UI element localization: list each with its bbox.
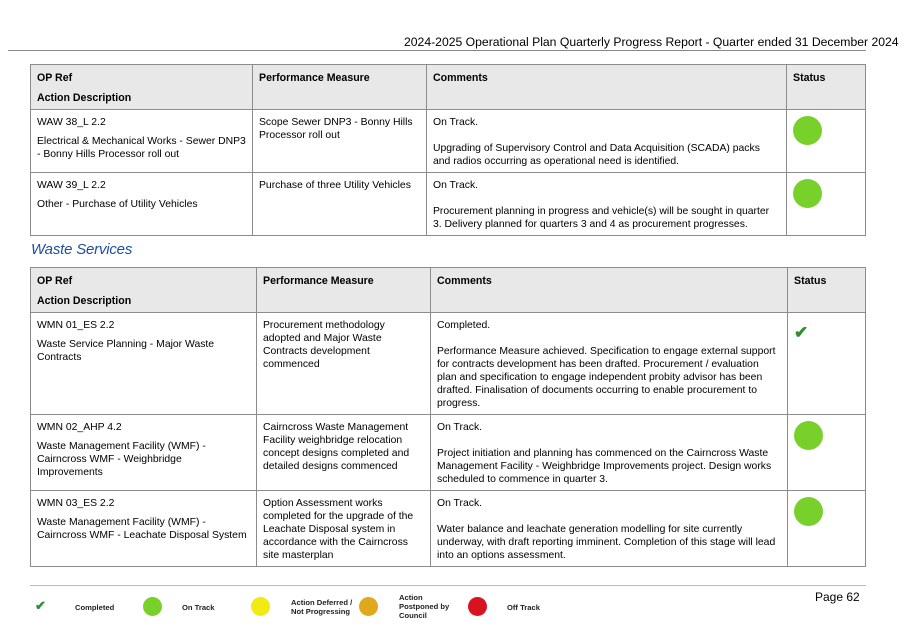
section-title-waste-services: Waste Services: [31, 241, 133, 258]
col-op-ref-label: OP Ref: [37, 275, 73, 287]
comments-cell: [427, 110, 787, 173]
performance-measure: Scope Sewer DNP3 - Bonny Hills Processor roll out: [253, 110, 427, 173]
op-ref-cell: [31, 110, 253, 173]
status-cell: [787, 110, 866, 173]
comment-body: Performance Measure achieved. Specification to engage external support for contracts development has been drafted. Procurement / evaluation plan and specification to engage independent probity advisor has been drafted. Finalisation of documents occurring to enable procurement to progress.: [437, 346, 776, 409]
completed-tick-icon: ✔: [794, 323, 809, 342]
legend-deferred-label: Action Deferred / Not Progressing: [291, 598, 353, 616]
header-divider: [8, 50, 866, 51]
op-ref: WMN 01_ES 2.2: [37, 320, 115, 331]
table-header-row: [31, 65, 866, 110]
comment-status: On Track.: [437, 498, 483, 509]
table-row: [31, 173, 866, 236]
legend-postponed-icon: [359, 597, 378, 616]
col-header-comments: Comments: [431, 268, 788, 313]
action-description: Waste Management Facility (WMF) - Cairncross WMF - Weighbridge Improvements: [37, 441, 206, 478]
status-cell: [788, 491, 866, 567]
table-row: [31, 415, 866, 491]
performance-measure: Purchase of three Utility Vehicles: [253, 173, 427, 236]
col-op-ref-label: OP Ref: [37, 72, 73, 84]
page-number: Page 62: [815, 590, 860, 604]
col-action-description-label: Action Description: [37, 295, 132, 307]
comment-body: Procurement planning in progress and vehicle(s) will be sought in quarter 3. Delivery planned for quarters 3 and 4 as procurement progresses.: [433, 206, 770, 230]
legend-postponed-label: Action Postponed by Council: [399, 593, 450, 620]
legend-deferred-icon: [251, 597, 270, 616]
status-cell: [788, 313, 866, 415]
col-header-status: Status: [787, 65, 866, 110]
action-description: Other - Purchase of Utility Vehicles: [37, 199, 198, 210]
action-description: Waste Service Planning - Major Waste Contracts: [37, 339, 215, 363]
col-header-comments: Comments: [427, 65, 787, 110]
status-cell: [788, 415, 866, 491]
op-ref: WAW 38_L 2.2: [37, 117, 106, 128]
action-description: Electrical & Mechanical Works - Sewer DNP3 - Bonny Hills Processor roll out: [37, 136, 246, 160]
comment-status: On Track.: [437, 422, 483, 433]
operational-plan-table-waste: [30, 267, 866, 567]
table-row: [31, 491, 866, 567]
col-header-op-ref: [31, 268, 257, 313]
col-action-description-label: Action Description: [37, 92, 132, 104]
comments-cell: [431, 491, 788, 567]
op-ref: WAW 39_L 2.2: [37, 180, 106, 191]
comment-body: Upgrading of Supervisory Control and Data Acquisition (SCADA) packs and radios occurring as operational need is identified.: [433, 143, 760, 167]
table-header-row: [31, 268, 866, 313]
legend-completed-tick-icon: ✔: [35, 598, 46, 613]
col-header-performance-measure: Performance Measure: [253, 65, 427, 110]
legend-on-track-icon: [143, 597, 162, 616]
on-track-status-icon: [793, 116, 822, 145]
col-header-op-ref: [31, 65, 253, 110]
comment-status: Completed.: [437, 320, 491, 331]
footer-divider: [30, 585, 866, 586]
op-ref: WMN 02_AHP 4.2: [37, 422, 122, 433]
on-track-status-icon: [793, 179, 822, 208]
comments-cell: [431, 415, 788, 491]
op-ref-cell: [31, 415, 257, 491]
col-header-status: Status: [788, 268, 866, 313]
comment-status: On Track.: [433, 180, 479, 191]
legend-completed-label: Completed: [75, 603, 115, 612]
table-row: [31, 110, 866, 173]
col-header-performance-measure: Performance Measure: [257, 268, 431, 313]
legend-off-track-icon: [468, 597, 487, 616]
operational-plan-table-water: [30, 64, 866, 236]
legend-on-track-label: On Track: [182, 603, 215, 612]
comment-body: Water balance and leachate generation modelling for site currently underway, with draft reporting imminent. Completion of this stage will lead into an options assessment.: [437, 524, 776, 561]
legend-off-track-label: Off Track: [507, 603, 540, 612]
status-cell: [787, 173, 866, 236]
on-track-status-icon: [794, 497, 823, 526]
comment-status: On Track.: [433, 117, 479, 128]
comments-cell: [427, 173, 787, 236]
performance-measure: Option Assessment works completed for the upgrade of the Leachate Disposal system in accordance with the Cairncross site masterplan: [257, 491, 431, 567]
performance-measure: Procurement methodology adopted and Major Waste Contracts development commenced: [257, 313, 431, 415]
op-ref-cell: [31, 173, 253, 236]
action-description: Waste Management Facility (WMF) - Cairncross WMF - Leachate Disposal System: [37, 517, 247, 541]
on-track-status-icon: [794, 421, 823, 450]
table-row: [31, 313, 866, 415]
report-header-title: 2024-2025 Operational Plan Quarterly Progress Report - Quarter ended 31 December 2024: [404, 35, 899, 49]
performance-measure: Cairncross Waste Management Facility weighbridge relocation concept designs completed and detailed designs commenced: [257, 415, 431, 491]
op-ref-cell: [31, 313, 257, 415]
comment-body: Project initiation and planning has commenced on the Cairncross Waste Management Facility - Weighbridge Improvements project. Design works scheduled to commence in quarter 3.: [437, 448, 772, 485]
comments-cell: [431, 313, 788, 415]
op-ref-cell: [31, 491, 257, 567]
op-ref: WMN 03_ES 2.2: [37, 498, 115, 509]
